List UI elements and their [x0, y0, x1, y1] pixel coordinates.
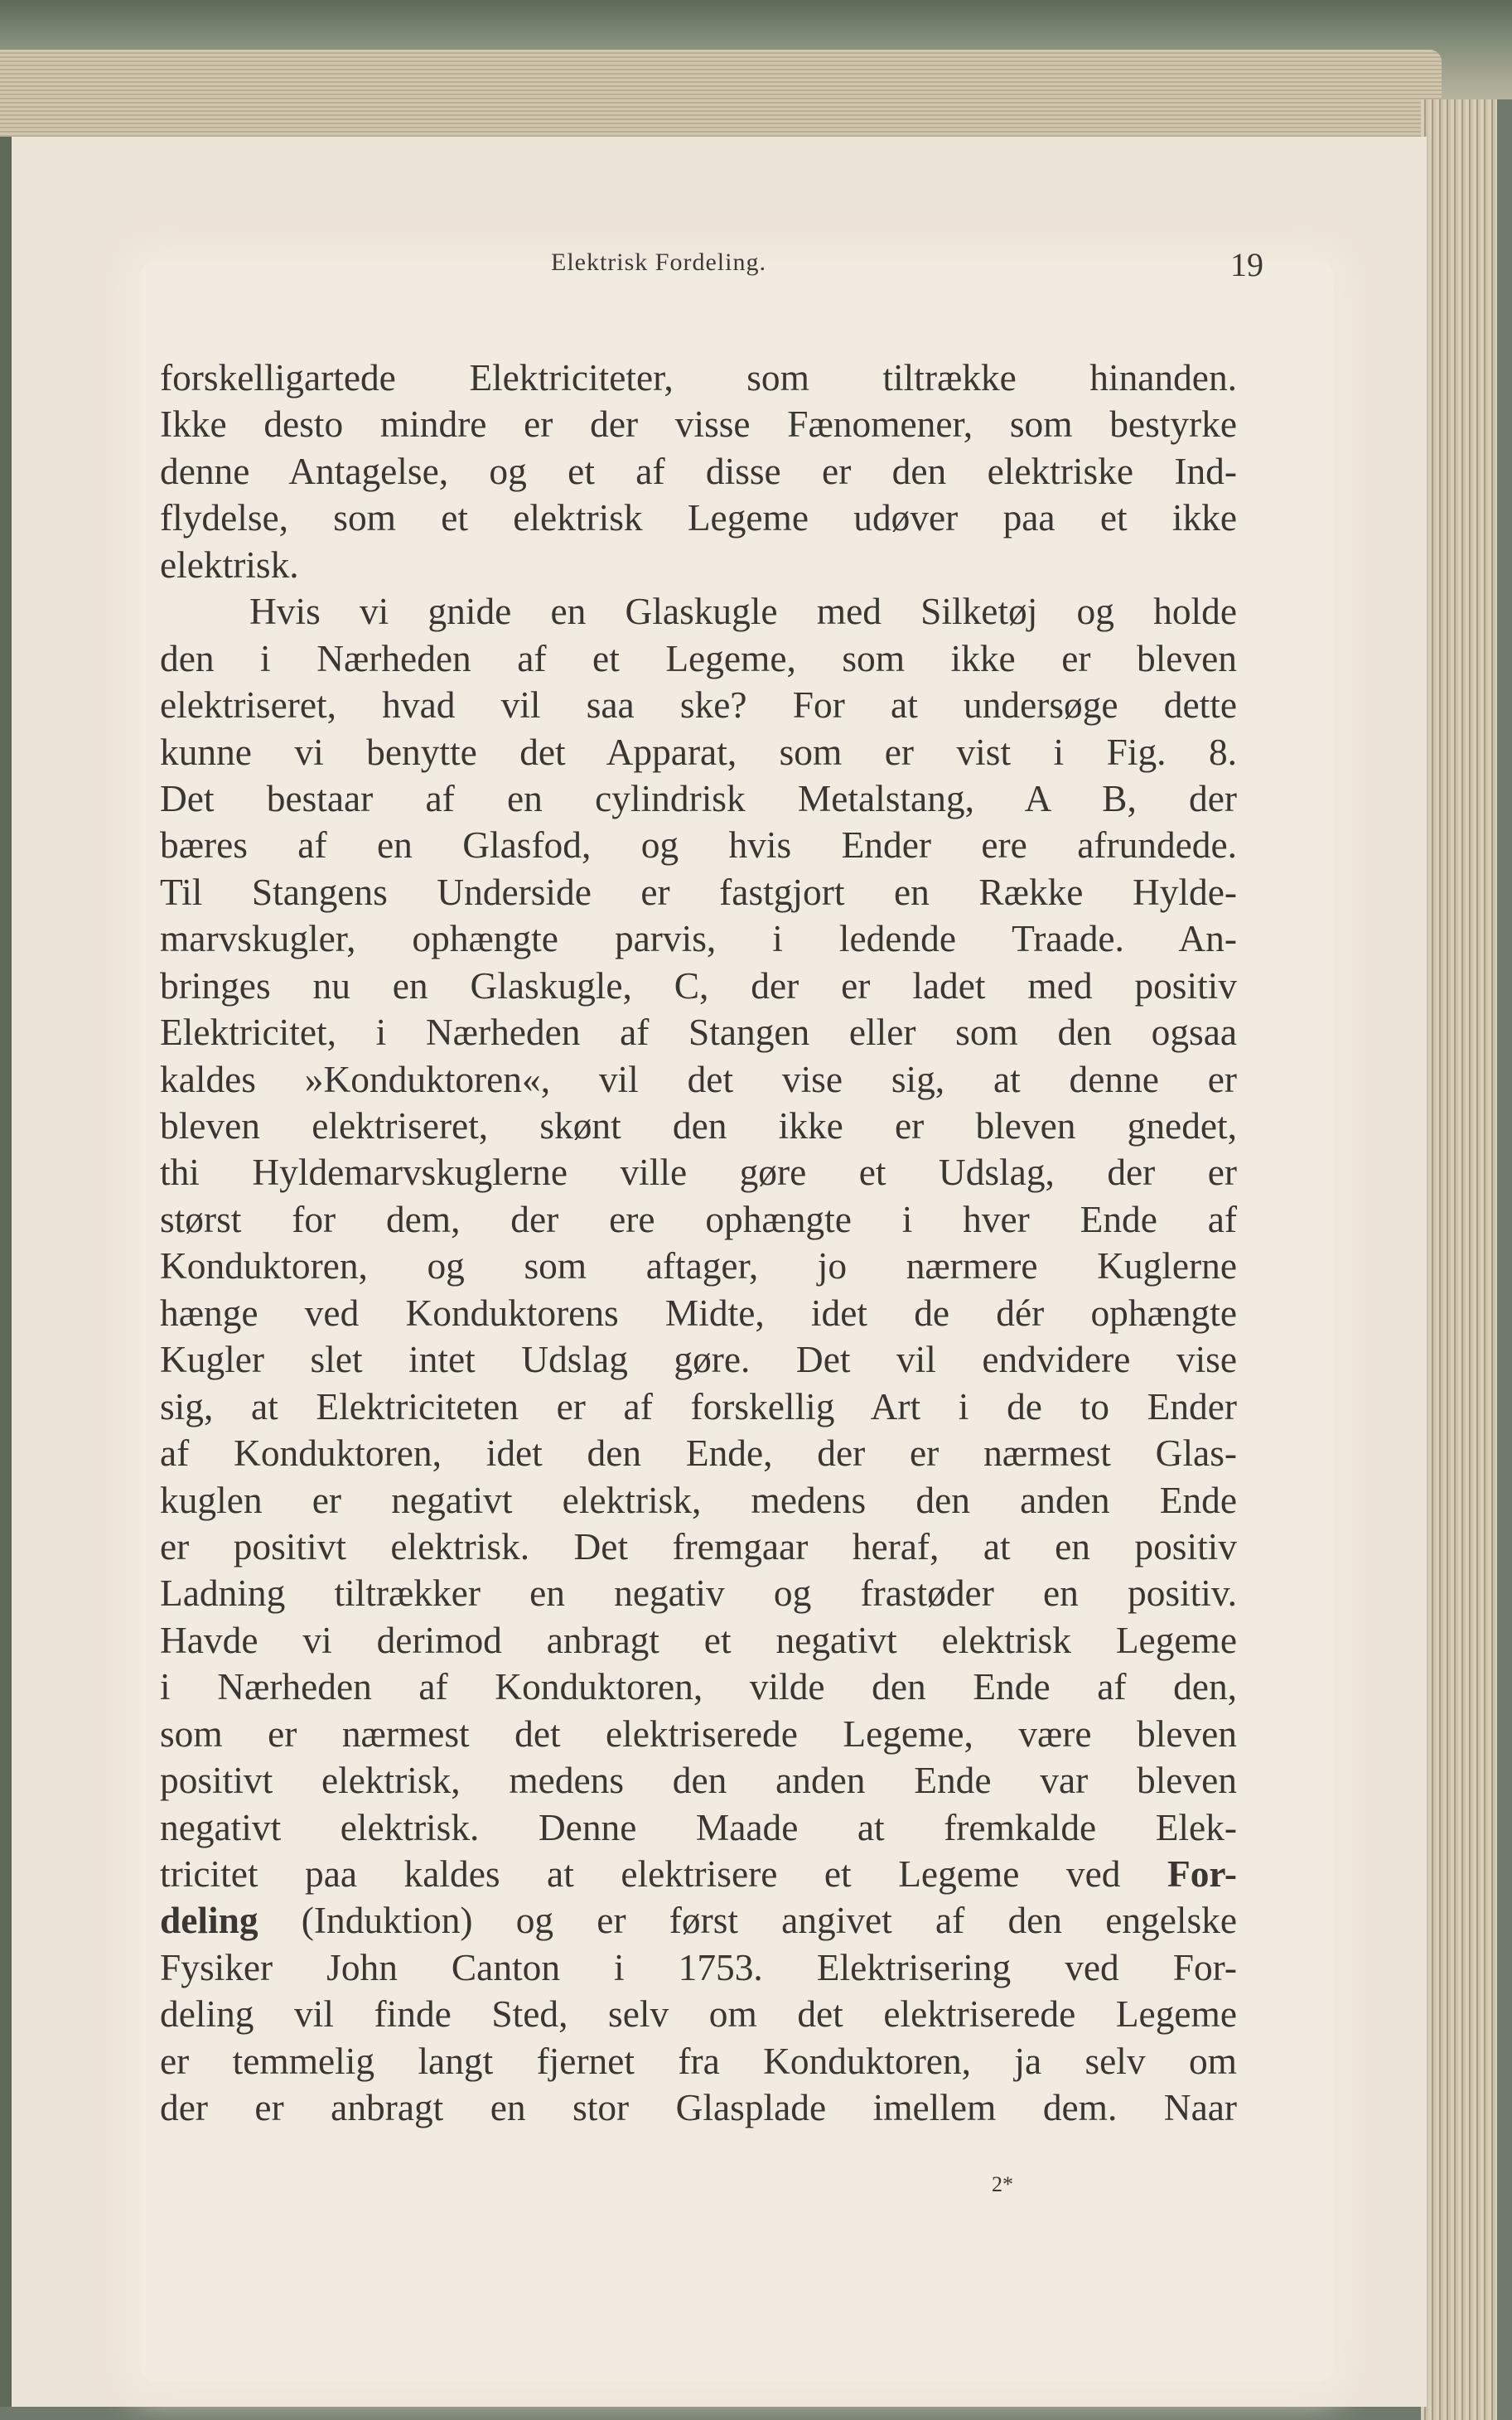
signature-mark: 2*: [992, 2172, 1013, 2196]
text-line: i Nærheden af Konduktoren, vilde den Ende af den,: [160, 1666, 1237, 1708]
text-line: er positivt elektrisk. Det fremgaar heraf, at en positiv: [160, 1525, 1237, 1567]
text-line: som er nærmest det elektriserede Legeme, være bleven: [160, 1712, 1237, 1755]
text-line: Ladning tiltrækker en negativ og frastøder en positiv.: [160, 1572, 1237, 1615]
text-line: Konduktoren, og som aftager, jo nærmere Kuglerne: [160, 1245, 1237, 1287]
text-line: Kugler slet intet Udslag gøre. Det vil endvidere vise: [160, 1339, 1237, 1381]
page-stack-top: [0, 50, 1442, 141]
text-line: denne Antagelse, og et af disse er den elektriske Ind-: [160, 450, 1237, 492]
body-text: [160, 355, 1237, 2132]
text-line: Hvis vi gnide en Glaskugle med Silketøj og holde: [249, 591, 1237, 633]
text-line: thi Hyldemarvskuglerne ville gøre et Udslag, der er: [160, 1152, 1237, 1194]
text-line: Til Stangens Underside er fastgjort en Række Hylde-: [160, 871, 1237, 913]
text-line: bringes nu en Glaskugle, C, der er ladet med positiv: [160, 964, 1237, 1007]
text-line: [160, 1851, 1237, 1897]
text-line: kaldes »Konduktoren«, vil det vise sig, at denne er: [160, 1058, 1237, 1100]
text-line: størst for dem, der ere ophængte i hver Ende af: [160, 1198, 1237, 1240]
text-line: elektrisk.: [160, 543, 299, 586]
text-line: elektriseret, hvad vil saa ske? For at undersøge dette: [160, 684, 1237, 727]
text-line: forskelligartede Elektriciteter, som tiltrække hinanden.: [160, 357, 1237, 399]
text-line: [160, 1897, 1237, 1944]
text-line: negativt elektrisk. Denne Maade at fremkalde Elek-: [160, 1806, 1237, 1848]
running-title: Elektrisk Fordeling.: [551, 249, 766, 276]
binding-edge: [0, 137, 12, 2407]
text-line: marvskugler, ophængte parvis, i ledende Traade. An-: [160, 918, 1237, 960]
text-line: sig, at Elektriciteten er af forskellig Art i de to Ender: [160, 1385, 1237, 1427]
bold-term: deling: [160, 1900, 258, 1942]
text-line: bleven elektriseret, skønt den ikke er bleven gnedet,: [160, 1105, 1237, 1147]
page-number: 19: [1230, 246, 1263, 283]
text-segment: (Induktion) og er først angivet af den engelske: [258, 1900, 1237, 1942]
text-segment: tricitet paa kaldes at elektrisere et Legeme ved: [160, 1853, 1167, 1895]
text-line: kuglen er negativt elektrisk, medens den anden Ende: [160, 1479, 1237, 1521]
text-line: der er anbragt en stor Glasplade imellem dem. Naar: [160, 2087, 1237, 2129]
bold-term: For-: [1167, 1853, 1237, 1895]
text-line: flydelse, som et elektrisk Legeme udøver paa et ikke: [160, 497, 1237, 539]
text-line: deling vil finde Sted, selv om det elektriserede Legeme: [160, 1993, 1237, 2036]
text-line: bæres af en Glasfod, og hvis Ender ere afrundede.: [160, 824, 1237, 867]
text-line: Fysiker John Canton i 1753. Elektrisering ved For-: [160, 1946, 1237, 1988]
text-line: kunne vi benytte det Apparat, som er vist i Fig. 8.: [160, 731, 1237, 773]
text-line: er temmelig langt fjernet fra Konduktoren, ja selv om: [160, 2040, 1237, 2082]
text-line: Elektricitet, i Nærheden af Stangen eller som den ogsaa: [160, 1012, 1237, 1054]
running-head: [153, 246, 1263, 290]
text-line: Havde vi derimod anbragt et negativt elektrisk Legeme: [160, 1619, 1237, 1661]
text-line: af Konduktoren, idet den Ende, der er nærmest Glas-: [160, 1432, 1237, 1475]
text-line: hænge ved Konduktorens Midte, idet de dér ophængte: [160, 1292, 1237, 1334]
text-line: Det bestaar af en cylindrisk Metalstang, A B, der: [160, 777, 1237, 819]
text-line: Ikke desto mindre er der visse Fænomener, som bestyrke: [160, 403, 1237, 446]
page-stack-right: [1421, 99, 1512, 2420]
text-line: den i Nærheden af et Legeme, som ikke er bleven: [160, 637, 1237, 679]
text-line: positivt elektrisk, medens den anden Ende var bleven: [160, 1760, 1237, 1802]
